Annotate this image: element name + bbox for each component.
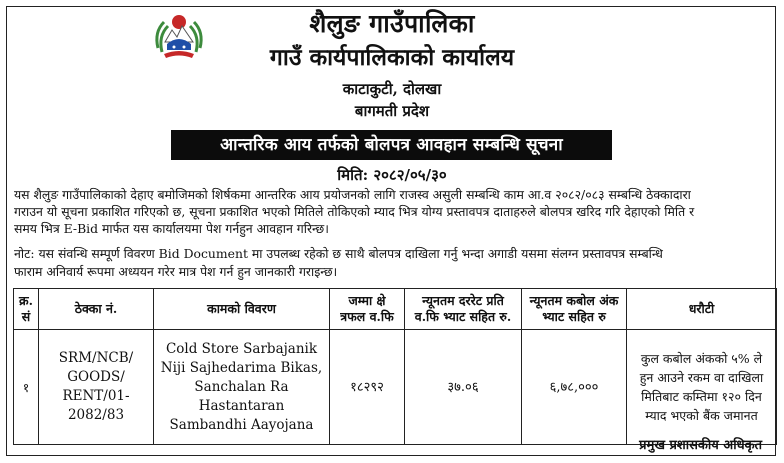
body-line: यस शैलुङ गाउँपालिकाको देहाए बमोजिमको शिर्षकमा आन्तरिक आय प्रयोजनको लागि राजस्व असुली सम्बन्धि काम आ.व २०८२/०८३ सम्बन्धि ठेक्कादारा bbox=[14, 187, 691, 202]
cell-min-rate: ३७.०६ bbox=[405, 330, 522, 445]
office-address: काटाकुटी, दोलखा bbox=[342, 80, 442, 98]
col-header-contract-no: ठेक्का नं. bbox=[39, 289, 154, 330]
col-header-min-rate: न्यूनतम दररेट प्रति व.फि भ्याट सहित रु. bbox=[405, 289, 522, 330]
col-header-area: जम्मा क्षे त्रफल व.फि bbox=[330, 289, 405, 330]
notice-title: आन्तरिक आय तर्फको बोलपत्र आवहान सम्बन्धि सूचना bbox=[171, 130, 612, 160]
office-name: गाउँ कार्यपालिकाको कार्यालय bbox=[269, 44, 515, 71]
col-header-sn: क्र. सं bbox=[14, 289, 39, 330]
notice-date: मिति: २०८२/०५/३० bbox=[337, 166, 447, 184]
province-name: बागमती प्रदेश bbox=[354, 102, 430, 120]
note-line: फाराम अनिवार्य रूपमा अध्ययन गरेर मात्र पेश गर्न हुन जानकारी गराइन्छ। bbox=[14, 264, 338, 279]
col-header-deposit: धरौटी bbox=[627, 289, 777, 330]
body-line: गराउन यो सूचना प्रकाशित गरिएको छ, सूचना प्रकाशित भएको मितिले तोकिएको म्याद भित्र योग्य प्रस्तावपत्र दाताहरुले बोलपत्र खरिद गरि देहाएको मिति र bbox=[14, 204, 695, 219]
cell-work: Cold Store Sarbajanik Niji Sajhedarima Bikas, Sanchalan Ra Hastantaran Sambandhi Aayojana bbox=[154, 330, 330, 445]
org-name: शैलुङ गाउँपालिका bbox=[309, 9, 475, 38]
cell-contract-no: SRM/NCB/ GOODS/ RENT/01-2082/83 bbox=[39, 330, 154, 445]
body-line: समय भित्र E-Bid मार्फत यस कार्यालयमा पेश गर्नहुन आवहान गरिन्छ। bbox=[14, 221, 329, 236]
bid-table bbox=[13, 288, 777, 445]
cell-area: १८२९२ bbox=[330, 330, 405, 445]
signatory-title: प्रमुख प्रशासकीय अधिकृत bbox=[639, 438, 762, 453]
cell-sn: १ bbox=[14, 330, 39, 445]
cell-deposit: कुल कबोल अंकको ५% ले हुन आउने रकम वा दाखिला मितिबाट कम्तिमा १२० दिन म्याद भएको बैंक जमानत bbox=[627, 330, 777, 445]
col-header-work: कामको विवरण bbox=[154, 289, 330, 330]
table-header-row bbox=[14, 289, 777, 330]
note-line: नोट: यस संवन्धि सम्पूर्ण विवरण Bid Document मा उपलब्ध रहेको छ साथै बोलपत्र दाखिला गर्नु भन्दा अगाडी यसमा संलग्न प्रस्तावपत्र सम्बन्धि bbox=[14, 246, 663, 261]
col-header-min-bid: न्यूनतम कबोल अंक भ्याट सहित रु bbox=[522, 289, 627, 330]
cell-min-bid: ६,७८,००० bbox=[522, 330, 627, 445]
table-row bbox=[14, 330, 777, 445]
